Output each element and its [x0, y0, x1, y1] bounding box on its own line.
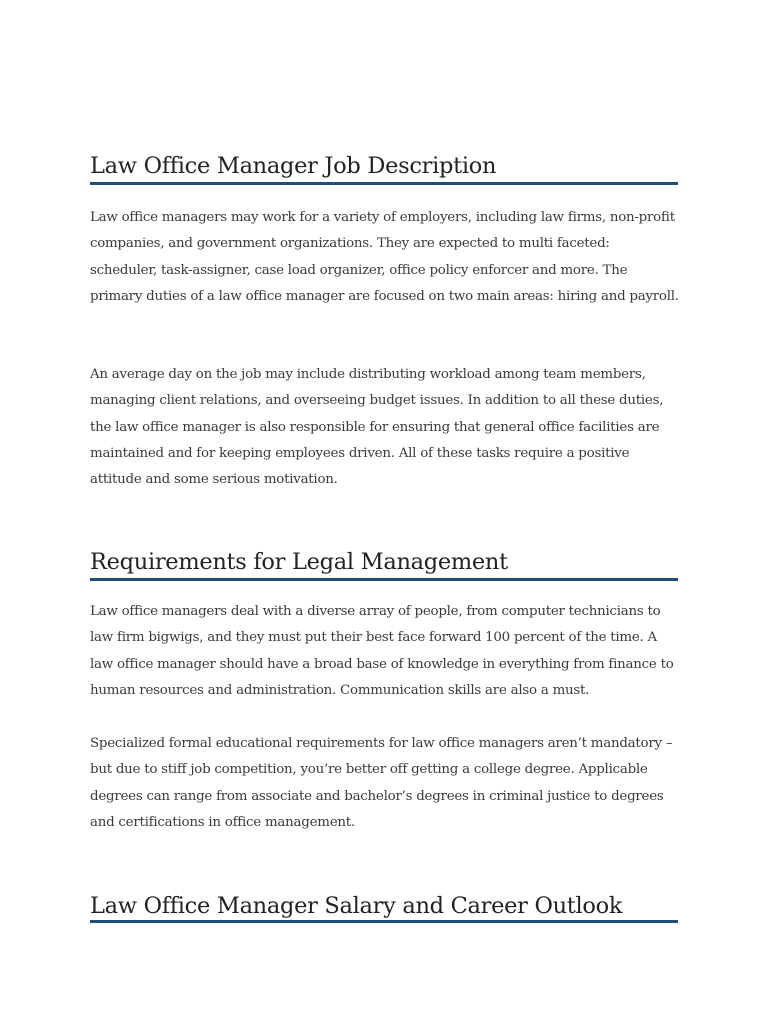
section-heading-job-description: Law Office Manager Job Description	[90, 153, 497, 179]
heading-divider	[90, 182, 678, 185]
heading-divider	[90, 920, 678, 923]
section-heading-salary-outlook: Law Office Manager Salary and Career Outlook	[90, 893, 623, 919]
paragraph-requirements-2: Specialized formal educational requirements for law office managers aren’t mandatory – but due to stiff job competition, you’re better off getting a college degree. Applicable degrees can range from associate and bachelor’s degrees in criminal justice to degrees and certifications in office management.	[90, 736, 673, 830]
paragraph-requirements-1: Law office managers deal with a diverse array of people, from computer technicians to law firm bigwigs, and they must put their best face forward 100 percent of the time. A law office manager should have a broad base of knowledge in everything from finance to human resources and administration. Communication skills are also a must.	[90, 604, 674, 698]
heading-divider	[90, 578, 678, 581]
section-heading-requirements: Requirements for Legal Management	[90, 549, 508, 575]
paragraph-job-description-2: An average day on the job may include distributing workload among team members, managing client relations, and overseeing budget issues. In addition to all these duties, the law office manager is also responsible for ensuring that general office facilities are maintained and for keeping employees driven. All of these tasks require a positive attitude and some serious motivation.	[90, 367, 664, 488]
paragraph-job-description-1: Law office managers may work for a variety of employers, including law firms, non-profit companies, and government organizations. They are expected to multi faceted: scheduler, task-assigner, case load organizer, office policy enforcer and more. The primary duties of a law office manager are focused on two main areas: hiring and payroll.	[90, 210, 679, 304]
